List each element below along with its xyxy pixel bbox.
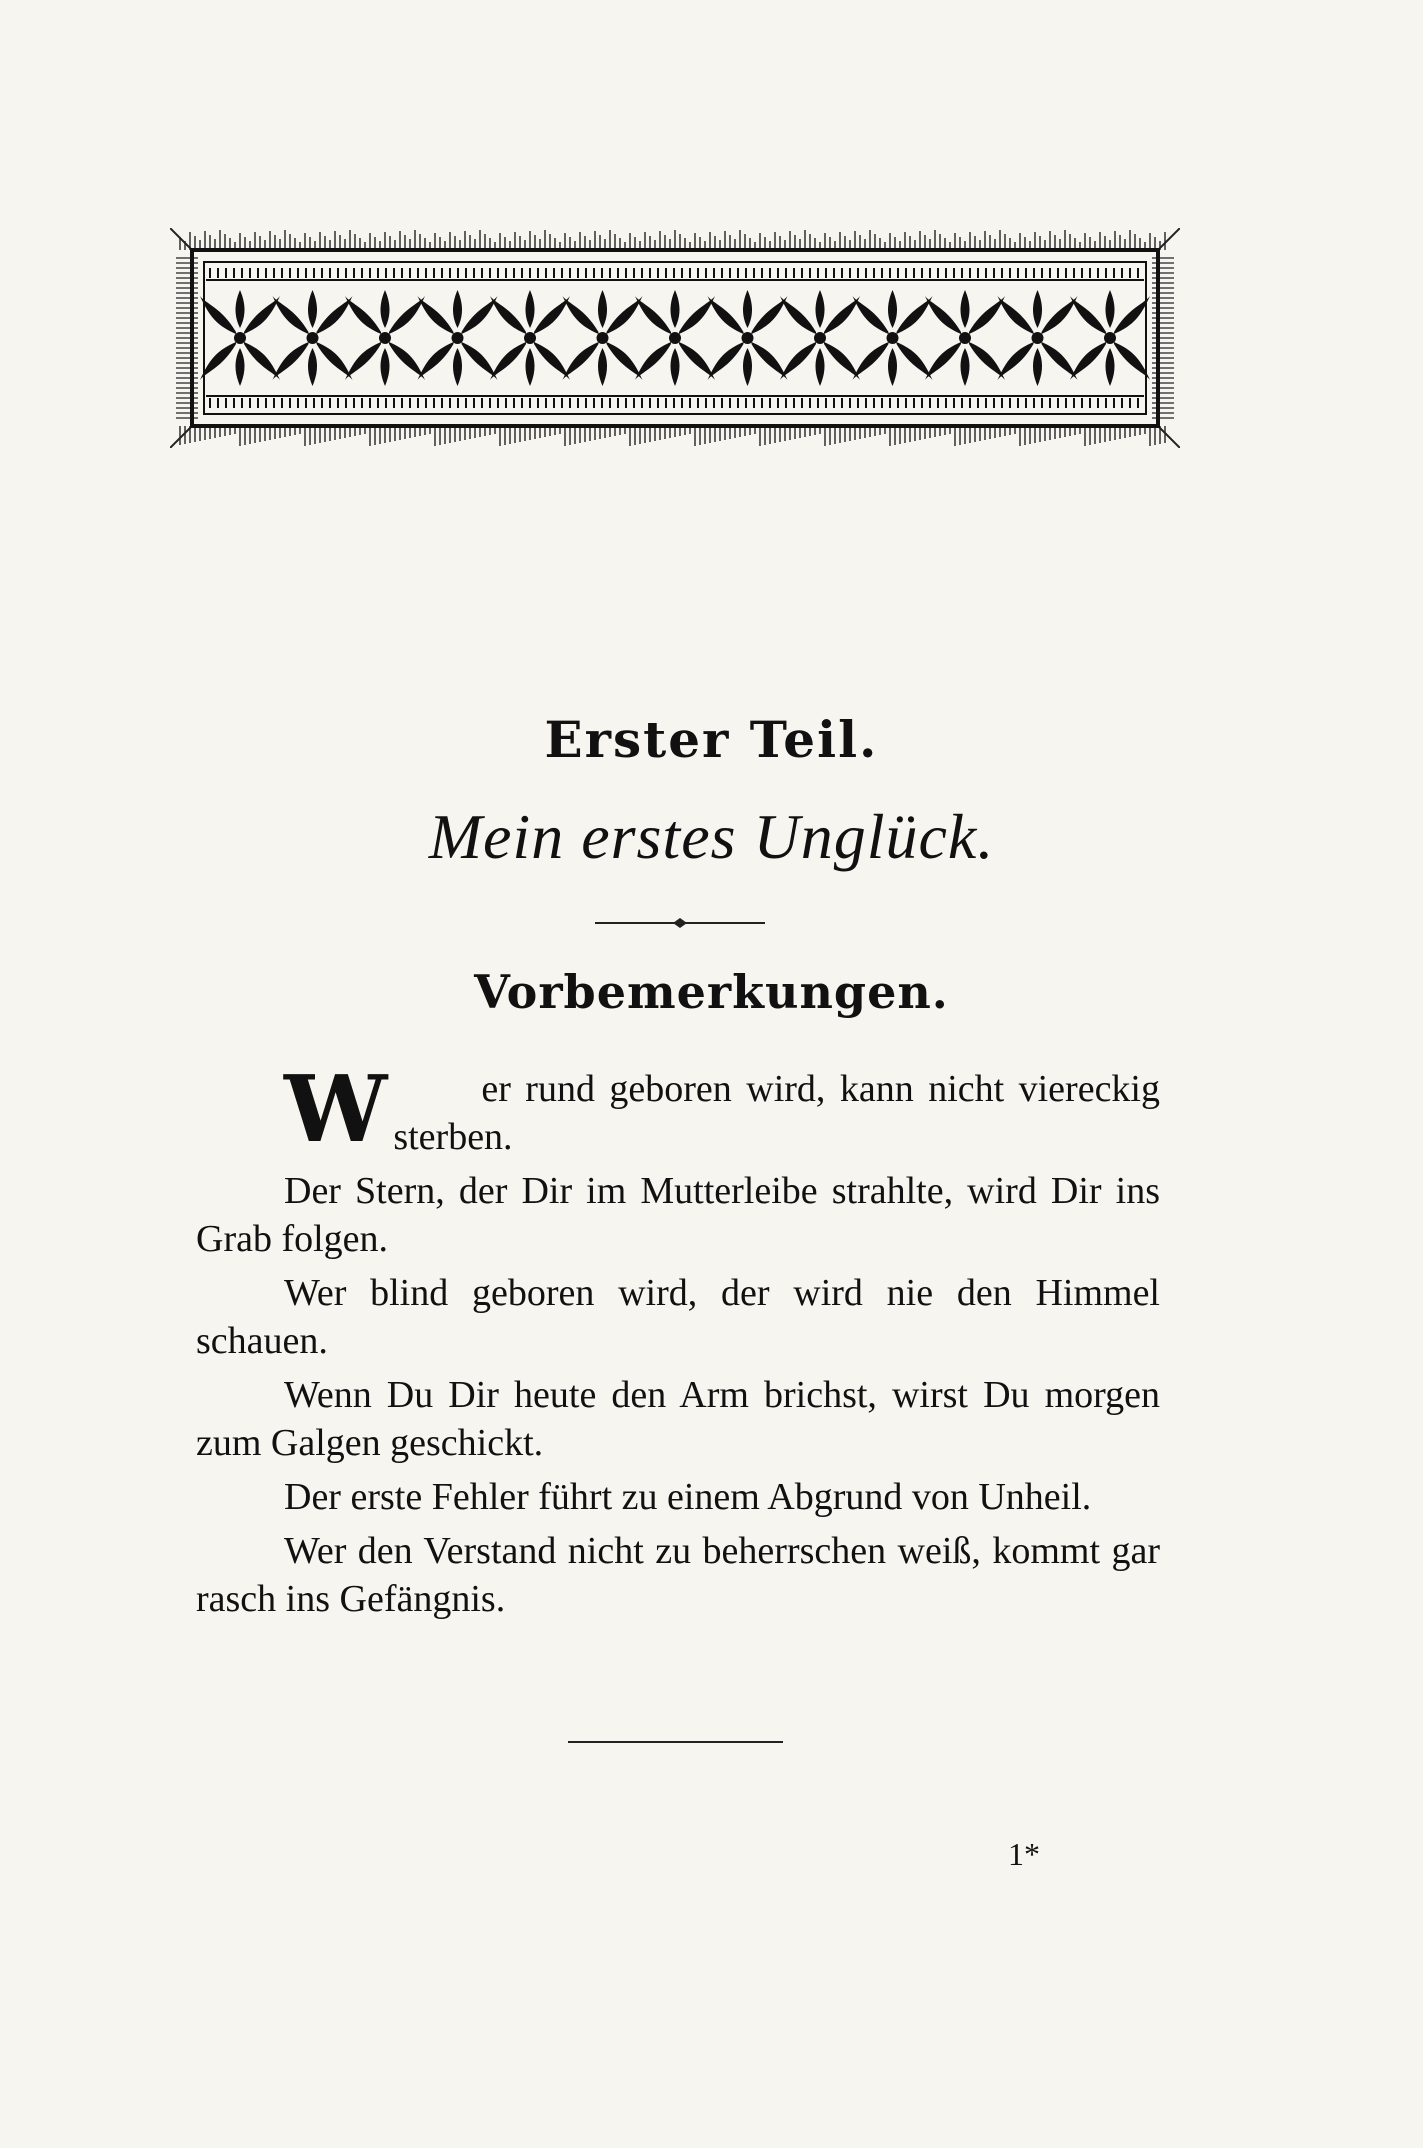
fleur-de-lis-icon: [490, 290, 570, 386]
fleur-de-lis-icon: [925, 290, 1005, 386]
paragraph: Der erste Fehler führt zu einem Abgrund von Unheil.: [284, 1476, 1092, 1518]
paragraph: Wer blind geboren wird, der wird nie den Himmel schauen.: [196, 1272, 1160, 1362]
paragraph: Wer den Verstand nicht zu beherrschen weiß, kommt gar rasch ins Gefängnis.: [196, 1530, 1160, 1620]
fleur-de-lis-icon: [998, 290, 1078, 386]
ornamental-divider: [595, 916, 765, 930]
fleur-de-lis-border-icon: [170, 228, 1180, 448]
fleur-de-lis-icon: [345, 290, 425, 386]
paragraph-text: er rund geboren wird, kann nicht viereckig sterben.: [393, 1068, 1160, 1158]
fleur-de-lis-icon: [200, 290, 280, 386]
section-title: Vorbemerkungen.: [474, 965, 949, 1019]
body-text: [196, 1055, 1160, 1629]
page-number: 1*: [1008, 1836, 1040, 1872]
end-rule: [568, 1741, 783, 1743]
fleur-de-lis-icon: [273, 290, 353, 386]
paragraph: Wenn Du Dir heute den Arm brichst, wirst Du morgen zum Galgen geschickt.: [196, 1374, 1160, 1464]
fleur-de-lis-icon: [1070, 290, 1150, 386]
fleur-de-lis-icon: [853, 290, 933, 386]
fleur-de-lis-icon: [780, 290, 860, 386]
chapter-title: Mein erstes Unglück.: [428, 801, 995, 872]
drop-cap: W: [284, 1055, 388, 1163]
part-title: Erster Teil.: [544, 710, 879, 769]
fleur-de-lis-icon: [563, 290, 643, 386]
paragraph: [196, 1055, 1160, 1163]
fleur-de-lis-icon: [418, 290, 498, 386]
fleur-de-lis-icon: [708, 290, 788, 386]
paragraph: Der Stern, der Dir im Mutterleibe strahlte, wird Dir ins Grab folgen.: [196, 1170, 1160, 1260]
fleur-de-lis-icon: [635, 290, 715, 386]
